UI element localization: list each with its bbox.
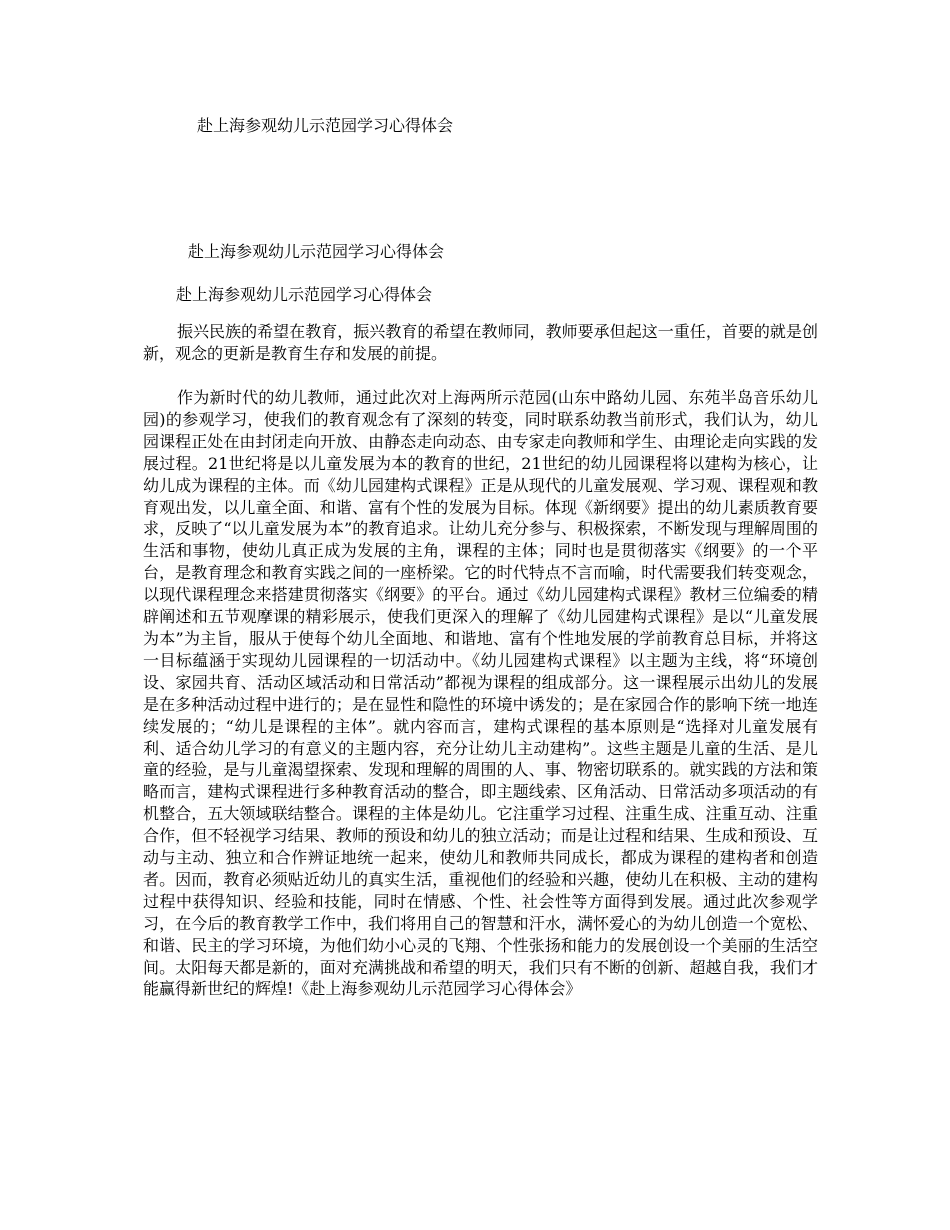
- document-title: 赴上海参观幼儿示范园学习心得体会: [197, 116, 454, 135]
- body-paragraph-intro: 振兴民族的希望在教育，振兴教育的希望在教师同，教师要承但起这一重任，首要的就是创新，观念的更新是教育生存和发展的前提。: [143, 322, 818, 363]
- document-subheading: 赴上海参观幼儿示范园学习心得体会: [176, 285, 433, 304]
- body-paragraph-main: 作为新时代的幼儿教师，通过此次对上海两所示范园(山东中路幼儿园、东苑半岛音乐幼儿园)的参观学习，使我们的教育观念有了深刻的转变，同时联系幼教当前形式，我们认为，幼儿园课程正处在由封闭走向开放、由静态走向动态、由专家走向教师和学生、由理论走向实践的发展过程。21世纪将是以儿童发展为本的教育的世纪，21世纪的幼儿园课程将以建构为核心，让幼儿成为课程的主体。而《幼儿园建构式课程》正是从现代的儿童发展观、学习观、课程观和教育观出发，以儿童全面、和谐、富有个性的发展为目标。体现《新纲要》提出的幼儿素质教育要求，反映了“以儿童发展为本”的教育追求。让幼儿充分参与、积极探索，不断发现与理解周围的生活和事物，使幼儿真正成为发展的主角，课程的主体；同时也是贯彻落实《纲要》的一个平台，是教育理念和教育实践之间的一座桥梁。它的时代特点不言而喻，时代需要我们转变观念，以现代课程理念来搭建贯彻落实《纲要》的平台。通过《幼儿园建构式课程》教材三位编委的精辟阐述和五节观摩课的精彩展示，使我们更深入的理解了《幼儿园建构式课程》是以“儿童发展为本”为主旨，服从于使每个幼儿全面地、和谐地、富有个性地发展的学前教育总目标，并将这一目标蕴涵于实现幼儿园课程的一切活动中。《幼儿园建构式课程》以主题为主线，将“环境创设、家园共育、活动区域活动和日常活动”都视为课程的组成部分。这一课程展示出幼儿的发展是在多种活动过程中进行的；是在显性和隐性的环境中诱发的；是在家园合作的影响下统一地连续发展的；“幼儿是课程的主体”。就内容而言，建构式课程的基本原则是“选择对儿童发展有利、适合幼儿学习的有意义的主题内容，充分让幼儿主动建构”。这些主题是儿童的生活、是儿童的经验，是与儿童渴望探索、发现和理解的周围的人、事、物密切联系的。就实践的方法和策略而言，建构式课程进行多种教育活动的整合，即主题线索、区角活动、日常活动多项活动的有机整合，五大领域联结整合。课程的主体是幼儿。它注重学习过程、注重生成、注重互动、注重合作，但不轻视学习结果、教师的预设和幼儿的独立活动；而是让过程和结果、生成和预设、互动与主动、独立和合作辨证地统一起来，使幼儿和教师共同成长，都成为课程的建构者和创造者。因而，教育必须贴近幼儿的真实生活，重视他们的经验和兴趣，使幼儿在积极、主动的建构过程中获得知识、经验和技能，同时在情感、个性、社会性等方面得到发展。通过此次参观学习，在今后的教育教学工作中，我们将用自己的智慧和汗水，满怀爱心的为幼儿创造一个宽松、和谐、民主的学习环境，为他们幼小心灵的飞翔、个性张扬和能力的发展创设一个美丽的生活空间。太阳每天都是新的，面对充满挑战和希望的明天，我们只有不断的创新、超越自我，我们才能赢得新世纪的辉煌!《赴上海参观幼儿示范园学习心得体会》: [143, 388, 818, 999]
- document-heading: 赴上海参观幼儿示范园学习心得体会: [188, 242, 445, 261]
